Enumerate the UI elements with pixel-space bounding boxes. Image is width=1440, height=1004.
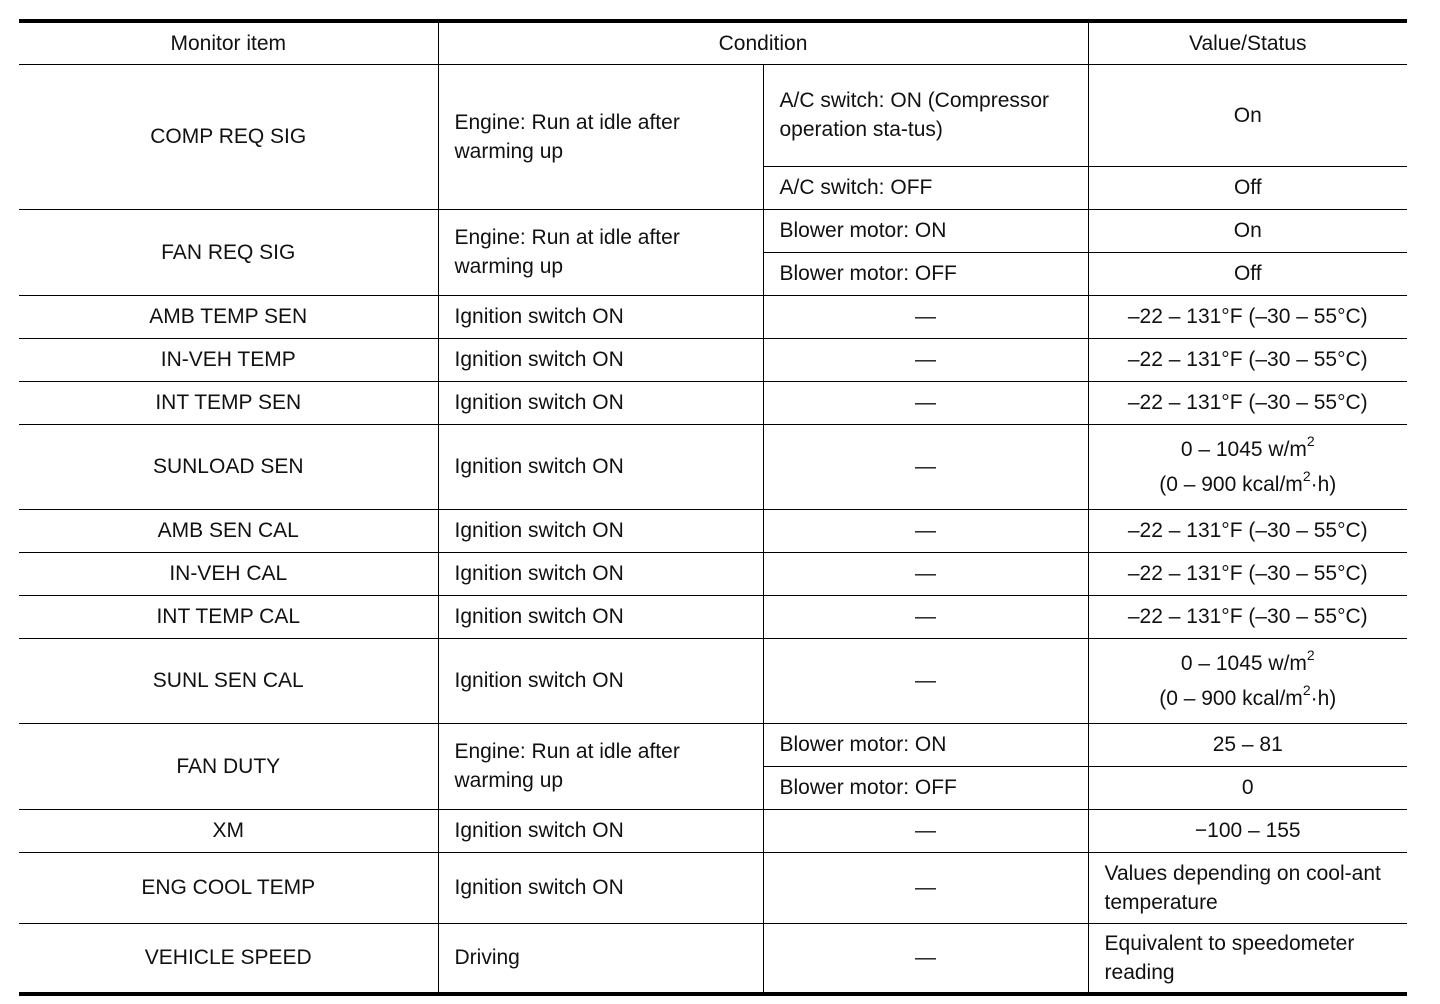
condition-cell: Engine: Run at idle after warming up — [438, 64, 763, 209]
header-value-status: Value/Status — [1088, 21, 1407, 64]
monitor-item-cell: AMB TEMP SEN — [19, 295, 438, 338]
value-cell: –22 – 131°F (–30 – 55°C) — [1088, 509, 1407, 552]
value-cell — [1088, 638, 1407, 723]
condition-cell: Ignition switch ON — [438, 595, 763, 638]
monitor-table-container — [19, 19, 1407, 996]
condition-cell: Ignition switch ON — [438, 381, 763, 424]
table-row — [19, 424, 1407, 509]
monitor-item-cell: IN-VEH CAL — [19, 552, 438, 595]
monitor-item-cell: ENG COOL TEMP — [19, 852, 438, 923]
monitor-item-cell: AMB SEN CAL — [19, 509, 438, 552]
condition-cell: Ignition switch ON — [438, 509, 763, 552]
table-row — [19, 509, 1407, 552]
table-row — [19, 723, 1407, 766]
value-cell — [1088, 424, 1407, 509]
monitor-item-cell: FAN DUTY — [19, 723, 438, 809]
sub-condition-cell: Blower motor: ON — [763, 209, 1088, 252]
value-cell: –22 – 131°F (–30 – 55°C) — [1088, 295, 1407, 338]
value-cell: –22 – 131°F (–30 – 55°C) — [1088, 595, 1407, 638]
condition-cell: Driving — [438, 923, 763, 994]
value-cell: Values depending on cool-ant temperature — [1088, 852, 1407, 923]
table-row — [19, 595, 1407, 638]
condition-cell: Ignition switch ON — [438, 852, 763, 923]
sub-condition-cell: Blower motor: OFF — [763, 252, 1088, 295]
monitor-item-cell: XM — [19, 809, 438, 852]
table-row — [19, 552, 1407, 595]
dash-cell: — — [763, 809, 1088, 852]
dash-cell: — — [763, 595, 1088, 638]
sub-condition-cell: A/C switch: ON (Compressor operation sta-tus) — [763, 64, 1088, 166]
sub-condition-cell: A/C switch: OFF — [763, 166, 1088, 209]
table-row — [19, 64, 1407, 166]
monitor-item-cell: COMP REQ SIG — [19, 64, 438, 209]
dash-cell: — — [763, 509, 1088, 552]
table-row — [19, 923, 1407, 994]
dash-cell: — — [763, 638, 1088, 723]
value-line: (0 – 900 kcal/$m^2\cdot h$) — [1159, 467, 1337, 496]
value-cell: –22 – 131°F (–30 – 55°C) — [1088, 338, 1407, 381]
sub-condition-cell: Blower motor: OFF — [763, 766, 1088, 809]
table-row — [19, 209, 1407, 252]
header-condition: Condition — [438, 21, 1088, 64]
condition-cell: Ignition switch ON — [438, 638, 763, 723]
monitor-item-cell: SUNL SEN CAL — [19, 638, 438, 723]
table-row — [19, 809, 1407, 852]
condition-cell: Ignition switch ON — [438, 338, 763, 381]
condition-cell: Ignition switch ON — [438, 424, 763, 509]
condition-cell: Engine: Run at idle after warming up — [438, 723, 763, 809]
table-row — [19, 381, 1407, 424]
condition-cell: Ignition switch ON — [438, 552, 763, 595]
dash-cell: — — [763, 381, 1088, 424]
value-cell: –22 – 131°F (–30 – 55°C) — [1088, 552, 1407, 595]
value-cell: Equivalent to speedometer reading — [1088, 923, 1407, 994]
condition-cell: Ignition switch ON — [438, 809, 763, 852]
value-line: 0 – 1045 $w/m^2$ — [1180, 646, 1315, 675]
dash-cell: — — [763, 852, 1088, 923]
monitor-item-cell: INT TEMP SEN — [19, 381, 438, 424]
value-cell: −100 – 155 — [1088, 809, 1407, 852]
header-monitor-item: Monitor item — [19, 21, 438, 64]
table-row — [19, 295, 1407, 338]
condition-cell: Engine: Run at idle after warming up — [438, 209, 763, 295]
value-line: 0 – 1045 $w/m^2$ — [1180, 432, 1315, 461]
dash-cell: — — [763, 295, 1088, 338]
value-cell: 25 – 81 — [1088, 723, 1407, 766]
monitor-item-cell: IN-VEH TEMP — [19, 338, 438, 381]
value-cell: Off — [1088, 166, 1407, 209]
monitor-item-cell: FAN REQ SIG — [19, 209, 438, 295]
value-cell: –22 – 131°F (–30 – 55°C) — [1088, 381, 1407, 424]
monitor-item-cell: INT TEMP CAL — [19, 595, 438, 638]
header-row — [19, 21, 1407, 64]
monitor-item-cell: VEHICLE SPEED — [19, 923, 438, 994]
value-cell: 0 — [1088, 766, 1407, 809]
value-cell: On — [1088, 64, 1407, 166]
dash-cell: — — [763, 424, 1088, 509]
value-cell: Off — [1088, 252, 1407, 295]
dash-cell: — — [763, 338, 1088, 381]
dash-cell: — — [763, 552, 1088, 595]
monitor-item-table — [19, 19, 1407, 996]
table-row — [19, 338, 1407, 381]
dash-cell: — — [763, 923, 1088, 994]
monitor-item-cell: SUNLOAD SEN — [19, 424, 438, 509]
value-cell: On — [1088, 209, 1407, 252]
table-row — [19, 638, 1407, 723]
table-row — [19, 852, 1407, 923]
condition-cell: Ignition switch ON — [438, 295, 763, 338]
value-line: (0 – 900 kcal/$m^2\cdot h$) — [1159, 681, 1337, 710]
sub-condition-cell: Blower motor: ON — [763, 723, 1088, 766]
